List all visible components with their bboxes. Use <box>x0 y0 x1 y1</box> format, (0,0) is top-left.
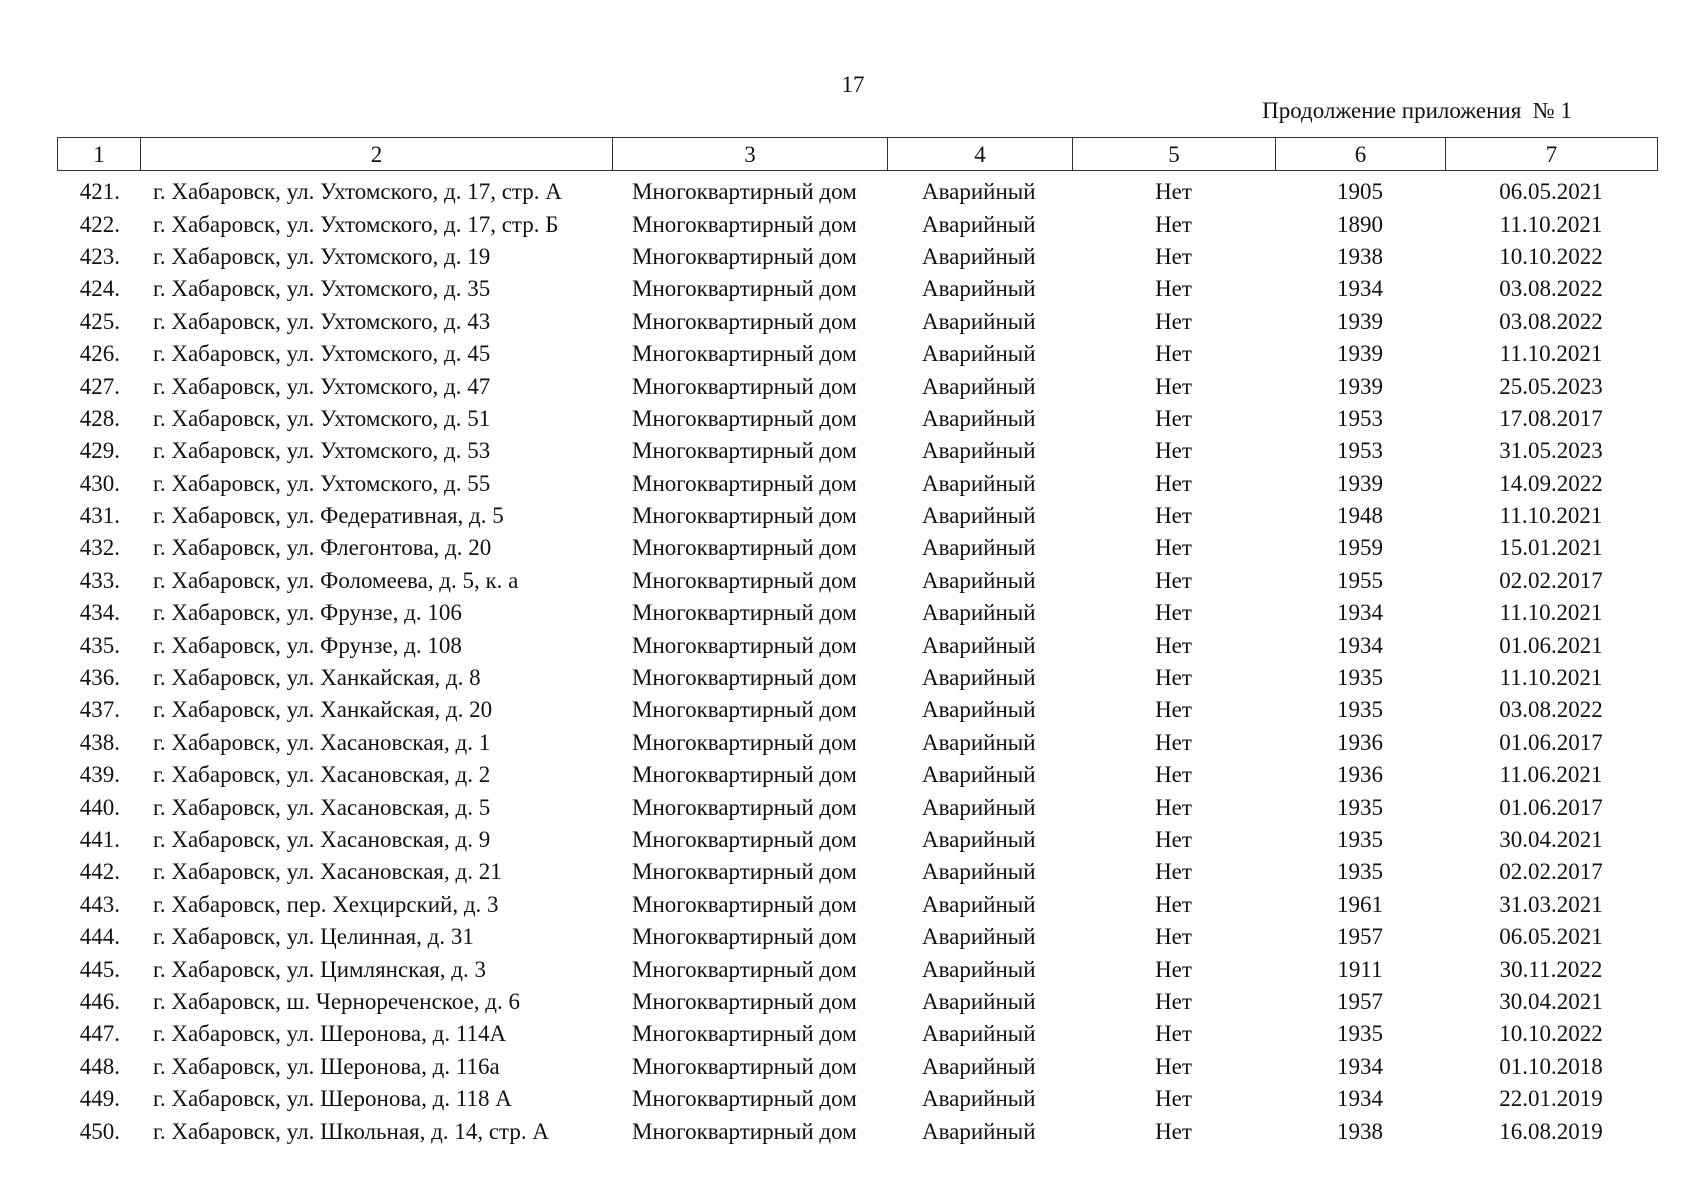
cell-address: г. Хабаровск, ул. Фоломеева, д. 5, к. а <box>153 567 519 593</box>
cell-address: г. Хабаровск, ул. Хасановская, д. 5 <box>153 794 491 820</box>
cell-address: г. Хабаровск, ул. Хасановская, д. 2 <box>153 762 491 788</box>
cell-date: 16.08.2019 <box>1499 1118 1603 1144</box>
cell-date: 03.08.2022 <box>1499 276 1603 302</box>
cell-status: Нет <box>1155 1053 1192 1079</box>
cell-status: Нет <box>1155 956 1192 982</box>
cell-date: 03.08.2022 <box>1499 308 1603 334</box>
cell-row-number: 449. <box>79 1086 120 1112</box>
cell-date: 30.11.2022 <box>1499 956 1603 982</box>
cell-address: г. Хабаровск, ул. Цимлянская, д. 3 <box>153 956 487 982</box>
table-row <box>57 986 1657 1018</box>
cell-building-type: Многоквартирный дом <box>632 211 857 237</box>
cell-status: Нет <box>1155 1086 1192 1112</box>
cell-address: г. Хабаровск, ул. Ухтомского, д. 43 <box>153 308 491 334</box>
cell-status: Нет <box>1155 891 1192 917</box>
cell-date: 03.08.2022 <box>1499 697 1603 723</box>
column-header: 5 <box>1073 138 1276 171</box>
cell-address: г. Хабаровск, ул. Шеронова, д. 118 А <box>153 1086 512 1112</box>
cell-address: г. Хабаровск, ул. Школьная, д. 14, стр. А <box>153 1118 549 1144</box>
cell-address: г. Хабаровск, ул. Федеративная, д. 5 <box>153 503 504 529</box>
cell-date: 11.10.2021 <box>1499 665 1603 691</box>
table-row <box>57 727 1657 759</box>
cell-condition: Аварийный <box>922 665 1036 691</box>
cell-row-number: 444. <box>79 924 120 950</box>
cell-condition: Аварийный <box>922 341 1036 367</box>
cell-address: г. Хабаровск, ул. Ханкайская, д. 20 <box>153 697 493 723</box>
table-row <box>57 1051 1657 1083</box>
cell-address: г. Хабаровск, ул. Ухтомского, д. 17, стр. А <box>153 179 562 205</box>
cell-building-type: Многоквартирный дом <box>632 179 857 205</box>
cell-date: 22.01.2019 <box>1499 1086 1603 1112</box>
cell-building-type: Многоквартирный дом <box>632 1053 857 1079</box>
cell-condition: Аварийный <box>922 243 1036 269</box>
cell-building-type: Многоквартирный дом <box>632 341 857 367</box>
cell-row-number: 448. <box>79 1053 120 1079</box>
table-row <box>57 629 1657 661</box>
cell-row-number: 427. <box>79 373 120 399</box>
column-header: 7 <box>1446 138 1658 171</box>
table-row <box>57 791 1657 823</box>
cell-status: Нет <box>1155 988 1192 1014</box>
cell-building-type: Многоквартирный дом <box>632 503 857 529</box>
cell-row-number: 431. <box>79 503 120 529</box>
cell-row-number: 446. <box>79 988 120 1014</box>
cell-address: г. Хабаровск, ш. Чернореченское, д. 6 <box>153 988 520 1014</box>
cell-row-number: 436. <box>79 665 120 691</box>
table-row <box>57 759 1657 791</box>
table-row <box>57 370 1657 402</box>
table-body <box>57 176 1657 1148</box>
cell-date: 11.10.2021 <box>1499 503 1603 529</box>
cell-condition: Аварийный <box>922 438 1036 464</box>
cell-row-number: 441. <box>79 827 120 852</box>
cell-building-type: Многоквартирный дом <box>632 762 857 788</box>
cell-address: г. Хабаровск, ул. Хасановская, д. 21 <box>153 859 502 885</box>
cell-status: Нет <box>1155 859 1192 885</box>
column-header: 3 <box>613 138 888 171</box>
cell-year-built: 1936 <box>1337 729 1383 755</box>
cell-date: 11.10.2021 <box>1499 211 1603 237</box>
cell-status: Нет <box>1155 827 1192 852</box>
cell-year-built: 1934 <box>1337 632 1383 658</box>
cell-row-number: 421. <box>79 179 120 205</box>
cell-year-built: 1953 <box>1337 438 1383 464</box>
cell-building-type: Многоквартирный дом <box>632 438 857 464</box>
cell-condition: Аварийный <box>922 1086 1036 1112</box>
cell-year-built: 1934 <box>1337 600 1383 626</box>
cell-status: Нет <box>1155 600 1192 626</box>
cell-address: г. Хабаровск, ул. Ухтомского, д. 53 <box>153 438 491 464</box>
cell-year-built: 1939 <box>1337 470 1383 496</box>
cell-condition: Аварийный <box>922 470 1036 496</box>
table-row <box>57 176 1657 208</box>
cell-year-built: 1939 <box>1337 373 1383 399</box>
table-row <box>57 597 1657 629</box>
cell-status: Нет <box>1155 179 1192 205</box>
cell-condition: Аварийный <box>922 503 1036 529</box>
cell-building-type: Многоквартирный дом <box>632 697 857 723</box>
cell-row-number: 445. <box>79 956 120 982</box>
cell-row-number: 433. <box>79 567 120 593</box>
cell-row-number: 437. <box>79 697 120 723</box>
table-row <box>57 273 1657 305</box>
cell-date: 25.05.2023 <box>1499 373 1603 399</box>
table-row <box>57 824 1657 856</box>
cell-address: г. Хабаровск, ул. Фрунзе, д. 108 <box>153 632 462 658</box>
cell-building-type: Многоквартирный дом <box>632 859 857 885</box>
cell-address: г. Хабаровск, ул. Ухтомского, д. 55 <box>153 470 491 496</box>
cell-year-built: 1961 <box>1337 891 1383 917</box>
cell-date: 02.02.2017 <box>1499 567 1603 593</box>
cell-date: 02.02.2017 <box>1499 859 1603 885</box>
cell-status: Нет <box>1155 1021 1192 1047</box>
cell-date: 01.06.2017 <box>1499 729 1603 755</box>
cell-status: Нет <box>1155 729 1192 755</box>
cell-address: г. Хабаровск, ул. Ухтомского, д. 47 <box>153 373 491 399</box>
cell-address: г. Хабаровск, ул. Шеронова, д. 114А <box>153 1021 507 1047</box>
cell-date: 01.06.2017 <box>1499 794 1603 820</box>
cell-building-type: Многоквартирный дом <box>632 827 857 852</box>
cell-status: Нет <box>1155 211 1192 237</box>
cell-year-built: 1957 <box>1337 924 1383 950</box>
cell-year-built: 1935 <box>1337 1021 1383 1047</box>
cell-date: 06.05.2021 <box>1499 179 1603 205</box>
appendix-label: Продолжение приложения № 1 <box>1262 98 1572 123</box>
cell-year-built: 1935 <box>1337 859 1383 885</box>
cell-year-built: 1905 <box>1337 179 1383 205</box>
cell-condition: Аварийный <box>922 535 1036 561</box>
cell-condition: Аварийный <box>922 697 1036 723</box>
cell-row-number: 434. <box>79 600 120 626</box>
cell-row-number: 450. <box>79 1118 120 1144</box>
table-row <box>57 403 1657 435</box>
cell-row-number: 442. <box>79 859 120 885</box>
cell-date: 17.08.2017 <box>1499 405 1603 431</box>
cell-condition: Аварийный <box>922 211 1036 237</box>
cell-building-type: Многоквартирный дом <box>632 308 857 334</box>
cell-year-built: 1935 <box>1337 827 1383 852</box>
cell-building-type: Многоквартирный дом <box>632 276 857 302</box>
table-row <box>57 208 1657 240</box>
cell-row-number: 425. <box>79 308 120 334</box>
cell-condition: Аварийный <box>922 1021 1036 1047</box>
table-row <box>57 1115 1657 1147</box>
cell-condition: Аварийный <box>922 891 1036 917</box>
cell-year-built: 1911 <box>1337 956 1383 982</box>
cell-status: Нет <box>1155 762 1192 788</box>
cell-date: 11.10.2021 <box>1499 341 1603 367</box>
cell-address: г. Хабаровск, ул. Ухтомского, д. 45 <box>153 341 491 367</box>
cell-year-built: 1939 <box>1337 341 1383 367</box>
cell-date: 30.04.2021 <box>1499 827 1603 852</box>
cell-building-type: Многоквартирный дом <box>632 794 857 820</box>
cell-condition: Аварийный <box>922 600 1036 626</box>
cell-address: г. Хабаровск, ул. Ханкайская, д. 8 <box>153 665 481 691</box>
cell-address: г. Хабаровск, ул. Целинная, д. 31 <box>153 924 474 950</box>
cell-status: Нет <box>1155 665 1192 691</box>
cell-building-type: Многоквартирный дом <box>632 405 857 431</box>
table-row <box>57 500 1657 532</box>
cell-condition: Аварийный <box>922 308 1036 334</box>
table-row <box>57 694 1657 726</box>
cell-status: Нет <box>1155 276 1192 302</box>
cell-condition: Аварийный <box>922 405 1036 431</box>
cell-year-built: 1935 <box>1337 665 1383 691</box>
cell-date: 10.10.2022 <box>1499 1021 1603 1047</box>
cell-address: г. Хабаровск, ул. Ухтомского, д. 17, стр. Б <box>153 211 559 237</box>
cell-building-type: Многоквартирный дом <box>632 567 857 593</box>
table-row <box>57 856 1657 888</box>
cell-address: г. Хабаровск, ул. Шеронова, д. 116а <box>153 1053 500 1079</box>
cell-condition: Аварийный <box>922 1053 1036 1079</box>
cell-year-built: 1955 <box>1337 567 1383 593</box>
cell-building-type: Многоквартирный дом <box>632 470 857 496</box>
cell-status: Нет <box>1155 373 1192 399</box>
table-row <box>57 532 1657 564</box>
cell-building-type: Многоквартирный дом <box>632 891 857 917</box>
cell-year-built: 1890 <box>1337 211 1383 237</box>
cell-row-number: 424. <box>79 276 120 302</box>
cell-date: 11.06.2021 <box>1499 762 1603 788</box>
cell-date: 31.05.2023 <box>1499 438 1603 464</box>
cell-status: Нет <box>1155 924 1192 950</box>
cell-condition: Аварийный <box>922 632 1036 658</box>
cell-year-built: 1935 <box>1337 697 1383 723</box>
cell-building-type: Многоквартирный дом <box>632 729 857 755</box>
cell-row-number: 423. <box>79 243 120 269</box>
table-row <box>57 1083 1657 1115</box>
table-row <box>57 241 1657 273</box>
cell-status: Нет <box>1155 1118 1192 1144</box>
cell-address: г. Хабаровск, пер. Хехцирский, д. 3 <box>153 891 499 917</box>
cell-building-type: Многоквартирный дом <box>632 1086 857 1112</box>
cell-building-type: Многоквартирный дом <box>632 665 857 691</box>
cell-year-built: 1935 <box>1337 794 1383 820</box>
cell-status: Нет <box>1155 243 1192 269</box>
cell-condition: Аварийный <box>922 179 1036 205</box>
cell-status: Нет <box>1155 697 1192 723</box>
page-number: 17 <box>841 72 865 97</box>
column-header: 1 <box>58 138 141 171</box>
cell-status: Нет <box>1155 503 1192 529</box>
cell-row-number: 435. <box>79 632 120 658</box>
table-row <box>57 662 1657 694</box>
cell-year-built: 1934 <box>1337 276 1383 302</box>
cell-status: Нет <box>1155 308 1192 334</box>
cell-address: г. Хабаровск, ул. Ухтомского, д. 19 <box>153 243 491 269</box>
cell-condition: Аварийный <box>922 988 1036 1014</box>
cell-condition: Аварийный <box>922 373 1036 399</box>
table-row <box>57 921 1657 953</box>
cell-condition: Аварийный <box>922 859 1036 885</box>
cell-date: 31.03.2021 <box>1499 891 1603 917</box>
cell-row-number: 428. <box>79 405 120 431</box>
cell-condition: Аварийный <box>922 762 1036 788</box>
cell-building-type: Многоквартирный дом <box>632 956 857 982</box>
cell-condition: Аварийный <box>922 827 1036 852</box>
cell-condition: Аварийный <box>922 956 1036 982</box>
cell-status: Нет <box>1155 470 1192 496</box>
cell-address: г. Хабаровск, ул. Хасановская, д. 9 <box>153 827 491 852</box>
cell-status: Нет <box>1155 405 1192 431</box>
cell-row-number: 438. <box>79 729 120 755</box>
cell-building-type: Многоквартирный дом <box>632 373 857 399</box>
column-header: 4 <box>888 138 1073 171</box>
cell-address: г. Хабаровск, ул. Фрунзе, д. 106 <box>153 600 462 626</box>
column-header: 6 <box>1276 138 1446 171</box>
cell-row-number: 430. <box>79 470 120 496</box>
table-row <box>57 338 1657 370</box>
cell-date: 15.01.2021 <box>1499 535 1603 561</box>
table-row <box>57 565 1657 597</box>
cell-condition: Аварийный <box>922 729 1036 755</box>
cell-condition: Аварийный <box>922 276 1036 302</box>
column-number-header <box>57 137 1658 171</box>
cell-year-built: 1953 <box>1337 405 1383 431</box>
cell-row-number: 429. <box>79 438 120 464</box>
cell-year-built: 1948 <box>1337 503 1383 529</box>
table-row <box>57 953 1657 985</box>
cell-row-number: 426. <box>79 341 120 367</box>
cell-building-type: Многоквартирный дом <box>632 988 857 1014</box>
cell-date: 14.09.2022 <box>1499 470 1603 496</box>
cell-year-built: 1939 <box>1337 308 1383 334</box>
cell-date: 06.05.2021 <box>1499 924 1603 950</box>
cell-date: 01.10.2018 <box>1499 1053 1603 1079</box>
cell-status: Нет <box>1155 438 1192 464</box>
table-row <box>57 468 1657 500</box>
cell-date: 30.04.2021 <box>1499 988 1603 1014</box>
cell-address: г. Хабаровск, ул. Ухтомского, д. 35 <box>153 276 491 302</box>
table-row <box>57 435 1657 467</box>
cell-row-number: 422. <box>79 211 120 237</box>
cell-row-number: 447. <box>79 1021 120 1047</box>
cell-date: 11.10.2021 <box>1499 600 1603 626</box>
column-header: 2 <box>141 138 613 171</box>
cell-condition: Аварийный <box>922 924 1036 950</box>
cell-address: г. Хабаровск, ул. Флегонтова, д. 20 <box>153 535 492 561</box>
cell-row-number: 432. <box>79 535 120 561</box>
cell-condition: Аварийный <box>922 794 1036 820</box>
cell-date: 01.06.2021 <box>1499 632 1603 658</box>
cell-building-type: Многоквартирный дом <box>632 632 857 658</box>
cell-status: Нет <box>1155 794 1192 820</box>
table-row <box>57 889 1657 921</box>
cell-building-type: Многоквартирный дом <box>632 600 857 626</box>
cell-row-number: 440. <box>79 794 120 820</box>
cell-row-number: 443. <box>79 891 120 917</box>
cell-year-built: 1938 <box>1337 1118 1383 1144</box>
cell-date: 10.10.2022 <box>1499 243 1603 269</box>
cell-status: Нет <box>1155 341 1192 367</box>
cell-year-built: 1959 <box>1337 535 1383 561</box>
cell-condition: Аварийный <box>922 1118 1036 1144</box>
header-row <box>58 138 1658 171</box>
cell-year-built: 1957 <box>1337 988 1383 1014</box>
cell-year-built: 1934 <box>1337 1086 1383 1112</box>
cell-building-type: Многоквартирный дом <box>632 535 857 561</box>
cell-building-type: Многоквартирный дом <box>632 924 857 950</box>
cell-condition: Аварийный <box>922 567 1036 593</box>
cell-row-number: 439. <box>79 762 120 788</box>
cell-building-type: Многоквартирный дом <box>632 1118 857 1144</box>
cell-year-built: 1936 <box>1337 762 1383 788</box>
table-row <box>57 306 1657 338</box>
cell-address: г. Хабаровск, ул. Ухтомского, д. 51 <box>153 405 491 431</box>
cell-year-built: 1934 <box>1337 1053 1383 1079</box>
cell-status: Нет <box>1155 567 1192 593</box>
cell-status: Нет <box>1155 535 1192 561</box>
cell-status: Нет <box>1155 632 1192 658</box>
cell-year-built: 1938 <box>1337 243 1383 269</box>
cell-address: г. Хабаровск, ул. Хасановская, д. 1 <box>153 729 491 755</box>
cell-building-type: Многоквартирный дом <box>632 1021 857 1047</box>
cell-building-type: Многоквартирный дом <box>632 243 857 269</box>
table-row <box>57 1018 1657 1050</box>
